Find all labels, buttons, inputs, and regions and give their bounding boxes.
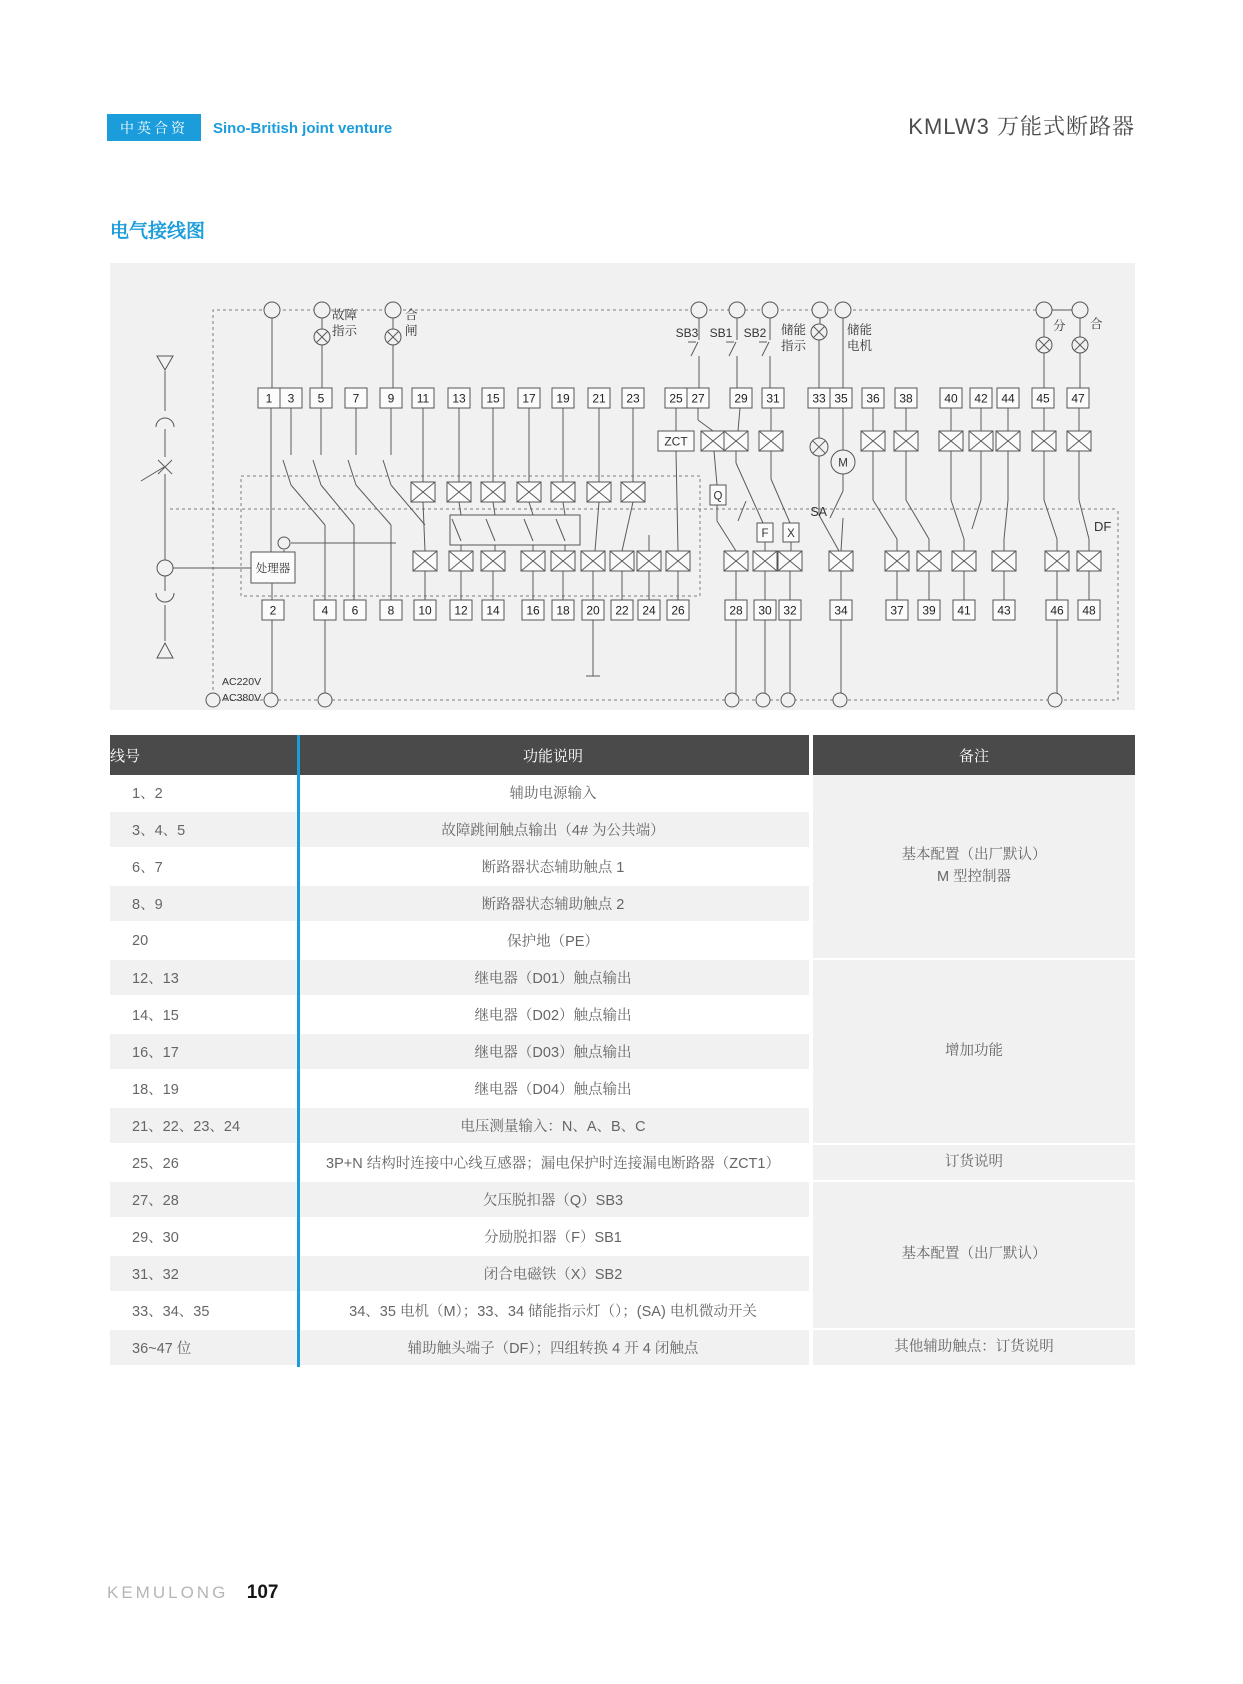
- bus-node: [812, 302, 828, 318]
- terminal-number: 17: [522, 391, 536, 406]
- table-row: 8、9 断路器状态辅助触点 2: [110, 886, 1135, 923]
- terminal-number: 26: [671, 603, 685, 618]
- fault-indicator-label: 指示: [332, 324, 358, 338]
- terminal-number: 34: [834, 603, 848, 618]
- symbols: [157, 302, 1101, 707]
- ac220-label: AC220V: [222, 676, 262, 688]
- table-row: 16、17 继电器（D03）触点输出: [110, 1034, 1135, 1071]
- terminal-number: 21: [592, 391, 606, 406]
- table-row: 25、26 3P+N 结构时连接中心线互感器；漏电保护时连接漏电断路器（ZCT1） 订货说明: [110, 1145, 1135, 1182]
- wires: [141, 310, 1089, 700]
- terminal-number: 27: [691, 391, 705, 406]
- table-row: 29、30 分励脱扣器（F）SB1: [110, 1219, 1135, 1256]
- terminal-number: 45: [1036, 391, 1050, 406]
- remark-added: 增加功能: [813, 960, 1135, 1145]
- terminal-number: 43: [997, 603, 1011, 618]
- bus-node: [318, 693, 332, 707]
- terminal-number: 19: [556, 391, 570, 406]
- sb1-label: SB1: [709, 326, 733, 340]
- col-header-function: 功能说明: [297, 735, 813, 775]
- table-row: 27、28 欠压脱扣器（Q）SB3 基本配置（出厂默认）: [110, 1182, 1135, 1219]
- terminal-number: 7: [352, 391, 360, 406]
- bus-node: [691, 302, 707, 318]
- terminal-number: 23: [626, 391, 640, 406]
- remark-other: 其他辅助触点：订货说明: [813, 1330, 1135, 1367]
- terminal-number: 11: [416, 391, 430, 406]
- table-row: 18、19 继电器（D04）触点输出: [110, 1071, 1135, 1108]
- terminal-number: 10: [418, 603, 432, 618]
- terminal-number: 38: [899, 391, 913, 406]
- bus-node: [314, 302, 330, 318]
- terminal-number: 4: [321, 603, 329, 618]
- ac380-label: AC380V: [222, 692, 262, 704]
- terminal-number: 29: [734, 391, 748, 406]
- remark-basic-m: 基本配置（出厂默认） M 型控制器: [813, 775, 1135, 960]
- page-number: 107: [246, 1582, 279, 1603]
- terminal-number: 30: [758, 603, 772, 618]
- product-title: KMLW3 万能式断路器: [908, 114, 1135, 139]
- terminal-number: 15: [486, 391, 500, 406]
- terminal-number: 39: [922, 603, 936, 618]
- terminal-number: 40: [944, 391, 958, 406]
- remark-order: 订货说明: [813, 1145, 1135, 1182]
- terminal-number: 41: [957, 603, 971, 618]
- terminal-strip: [255, 388, 1100, 620]
- outer-dashed-frame: [213, 310, 1118, 700]
- joint-venture-badge: 中英合资: [107, 114, 201, 141]
- table-row: 12、13 继电器（D01）触点输出 增加功能: [110, 960, 1135, 997]
- bus-node: [385, 302, 401, 318]
- terminal-number: 24: [642, 603, 656, 618]
- bus-node: [1036, 302, 1052, 318]
- bus-node: [206, 693, 220, 707]
- terminal-number: 25: [669, 391, 683, 406]
- table-row: 14、15 继电器（D02）触点输出: [110, 997, 1135, 1034]
- f-label: F: [761, 528, 769, 540]
- bus-node: [264, 302, 280, 318]
- table-row: 6、7 断路器状态辅助触点 1: [110, 849, 1135, 886]
- sb3-label: SB3: [675, 326, 699, 340]
- bus-node: [1072, 302, 1088, 318]
- col-header-line: 线号: [110, 735, 297, 775]
- table-row: 3、4、5 故障跳闸触点输出（4# 为公共端）: [110, 812, 1135, 849]
- bus-node: [835, 302, 851, 318]
- processor-node: [278, 537, 290, 549]
- terminal-number: 28: [729, 603, 743, 618]
- open-label: 分: [1053, 319, 1066, 333]
- bus-node: [1048, 693, 1062, 707]
- terminal-number: 16: [526, 603, 540, 618]
- terminal-number: 13: [452, 391, 466, 406]
- table-row: 20 保护地（PE）: [110, 923, 1135, 960]
- terminal-number: 31: [766, 391, 780, 406]
- sb2-label: SB2: [743, 326, 767, 340]
- bus-node: [729, 302, 745, 318]
- bus-node: [833, 693, 847, 707]
- terminal-number: 12: [454, 603, 468, 618]
- table-row: 21、22、23、24 电压测量输入：N、A、B、C: [110, 1108, 1135, 1145]
- terminal-number: 1: [265, 391, 273, 406]
- store-indicator-label: 储能: [781, 323, 807, 337]
- wiring-diagram-panel: [110, 263, 1135, 710]
- processor-label: 处理器: [255, 563, 291, 575]
- sa-label: SA: [810, 505, 827, 519]
- terminal-number: 46: [1050, 603, 1064, 618]
- wiring-diagram: [110, 263, 1135, 710]
- terminal-number: 22: [615, 603, 629, 618]
- table-row: 33、34、35 34、35 电机（M）；33、34 储能指示灯（）；(SA) 电机微动开关: [110, 1293, 1135, 1330]
- wiring-table-wrap: [110, 735, 1135, 1367]
- zct-label: ZCT: [664, 434, 688, 449]
- terminal-number: 6: [351, 603, 359, 618]
- close-label: 合: [1090, 317, 1103, 331]
- bus-node: [756, 693, 770, 707]
- terminal-number: 9: [387, 391, 395, 406]
- terminal-number: 2: [269, 603, 277, 618]
- bus-node: [781, 693, 795, 707]
- store-motor-label: 电机: [847, 339, 873, 353]
- fault-indicator-label: 故障: [332, 308, 358, 322]
- bus-node: [725, 693, 739, 707]
- section-title: 电气接线图: [110, 221, 206, 242]
- df-label: DF: [1094, 519, 1112, 534]
- col-header-remark: 备注: [813, 735, 1135, 775]
- x-label: X: [787, 528, 795, 540]
- closing-label: 闸: [405, 324, 418, 338]
- terminal-number: 48: [1082, 603, 1096, 618]
- terminal-number: 8: [387, 603, 395, 618]
- terminal-number: 44: [1001, 391, 1015, 406]
- store-indicator-label: 指示: [781, 339, 807, 353]
- bus-node: [762, 302, 778, 318]
- wiring-table: [110, 735, 1135, 1367]
- table-row: 36~47 位 辅助触头端子（DF）；四组转换 4 开 4 闭触点 其他辅助触点：订货说明: [110, 1330, 1135, 1367]
- blue-divider-line: [297, 735, 300, 1367]
- terminal-number: 18: [556, 603, 570, 618]
- terminal-number: 3: [287, 391, 295, 406]
- bus-node: [264, 693, 278, 707]
- terminal-number: 20: [586, 603, 600, 618]
- terminal-number: 5: [317, 391, 325, 406]
- page-footer: [107, 1582, 278, 1604]
- table-header-row: [110, 735, 1135, 775]
- terminal-number: 32: [783, 603, 797, 618]
- terminal-number: 42: [974, 391, 988, 406]
- terminal-number: 36: [866, 391, 880, 406]
- terminal-number: 35: [834, 391, 848, 406]
- motor-letter: M: [838, 457, 848, 470]
- terminal-number: 37: [890, 603, 904, 618]
- remark-basic: 基本配置（出厂默认）: [813, 1182, 1135, 1330]
- closing-label: 合: [405, 308, 418, 322]
- terminal-number: 47: [1071, 391, 1085, 406]
- breaker-node: [157, 560, 173, 576]
- brand-logo: KEMULONG: [107, 1583, 229, 1602]
- q-label: Q: [713, 490, 723, 503]
- table-row: 31、32 闭合电磁铁（X）SB2: [110, 1256, 1135, 1293]
- store-motor-label: 储能: [847, 323, 873, 337]
- terminal-number: 14: [486, 603, 500, 618]
- terminal-number: 33: [812, 391, 826, 406]
- table-row: 1、2 辅助电源输入 基本配置（出厂默认） M 型控制器: [110, 775, 1135, 812]
- venture-subtitle: Sino-British joint venture: [213, 120, 393, 137]
